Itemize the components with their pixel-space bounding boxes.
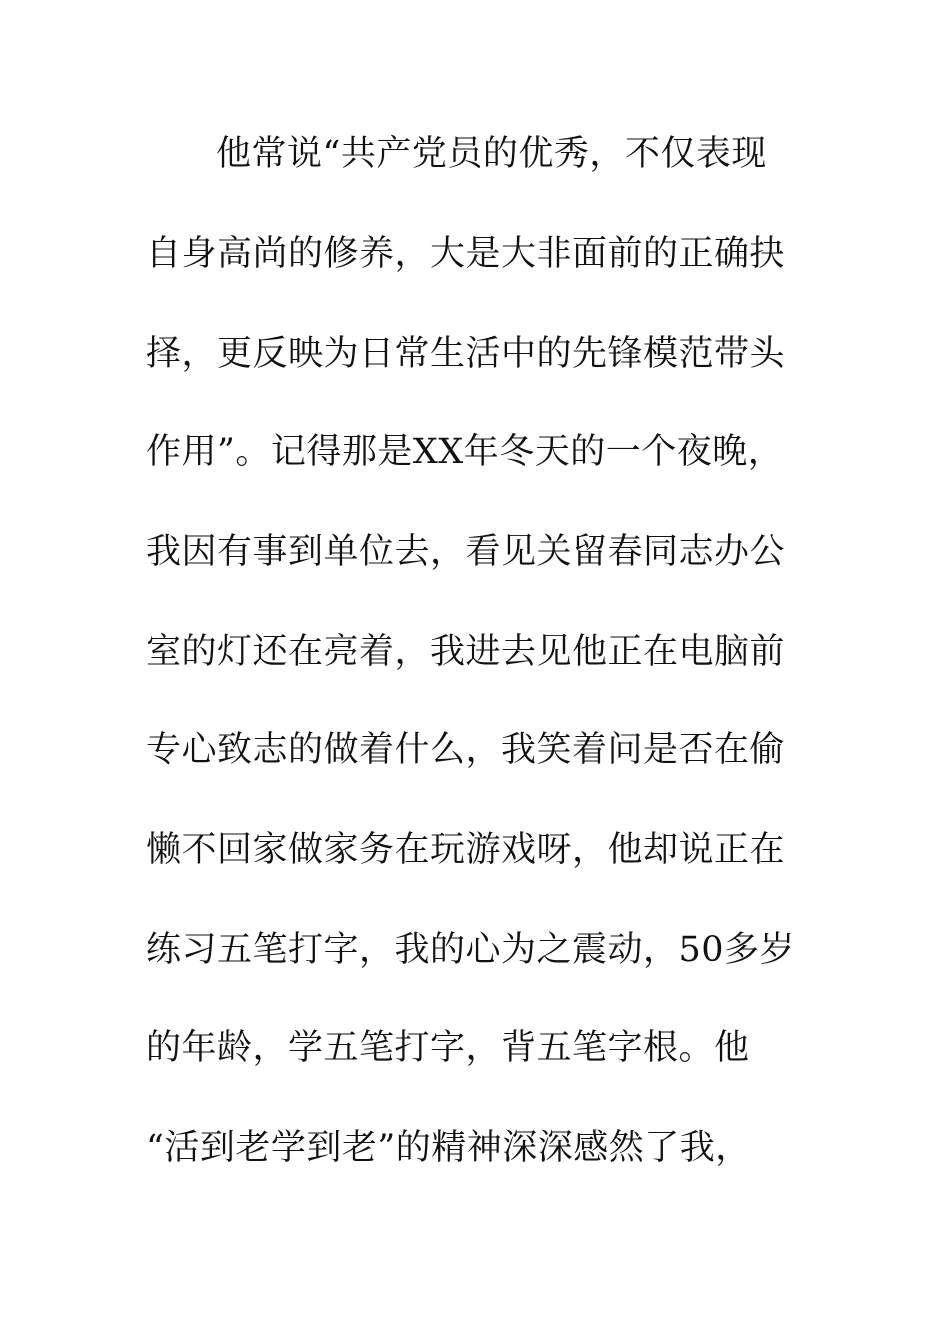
paragraph-line-6: 室的灯还在亮着，我进去见他正在电脑前 xyxy=(146,632,786,672)
paragraph-line-2: 自身高尚的修养，大是大非面前的正确抉 xyxy=(146,234,786,274)
paragraph-line-3: 择，更反映为日常生活中的先锋模范带头 xyxy=(146,334,786,374)
paragraph-line-5: 我因有事到单位去，看见关留春同志办公 xyxy=(146,532,786,572)
paragraph-line-10: 的年龄，学五笔打字，背五笔字根。他 xyxy=(146,1028,750,1068)
paragraph-line-7: 专心致志的做着什么，我笑着问是否在偷 xyxy=(146,730,786,770)
paragraph-line-4: 作用”。记得那是XX年冬天的一个夜晚， xyxy=(146,432,784,472)
paragraph-line-9: 练习五笔打字，我的心为之震动，50多岁 xyxy=(146,930,796,970)
paragraph-line-1: 他常说“共产党员的优秀，不仅表现 xyxy=(216,134,767,174)
paragraph-line-11: “活到老学到老”的精神深深感然了我， xyxy=(146,1128,751,1168)
paragraph-line-8: 懒不回家做家务在玩游戏呀，他却说正在 xyxy=(146,830,786,870)
